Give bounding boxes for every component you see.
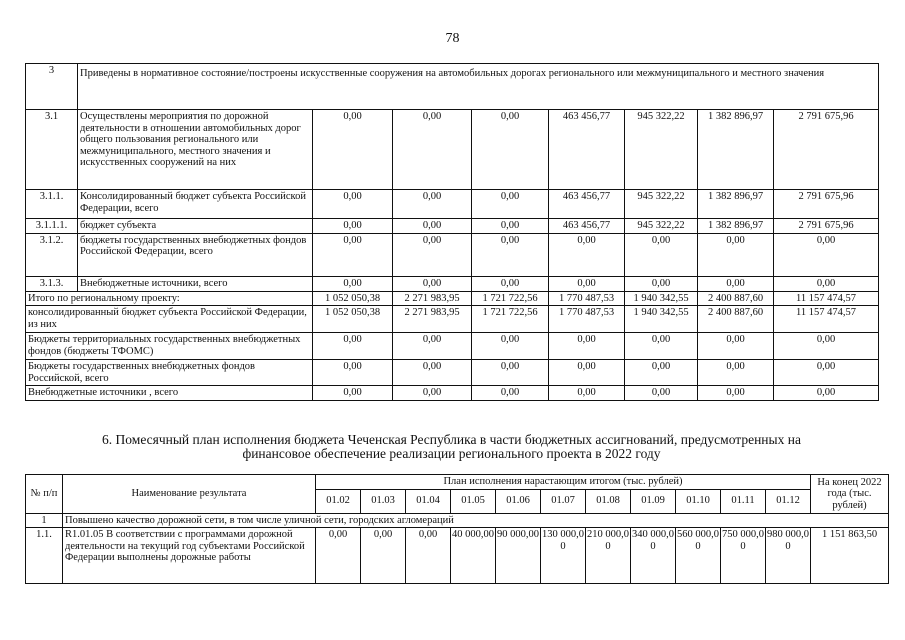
row-index: 3.1.1.1. [26, 219, 78, 234]
value-cell: 0,00 [774, 360, 879, 386]
page-number: 78 [445, 31, 460, 46]
value-cell: 0,00 [313, 333, 393, 360]
total-row [26, 386, 879, 401]
table-header-row [26, 475, 889, 490]
value-cell: 340 000,00 [631, 528, 676, 584]
value-cell: 2 791 675,96 [774, 190, 879, 219]
month-header: 01.10 [676, 489, 721, 513]
month-header: 01.03 [361, 489, 406, 513]
value-cell: 0,00 [472, 190, 549, 219]
value-cell: 0,00 [393, 190, 472, 219]
value-cell: 0,00 [774, 276, 879, 291]
budget-table [25, 63, 879, 401]
total-name: консолидированный бюджет субъекта Российской Федерации, из них [26, 306, 313, 333]
month-header: 01.05 [451, 489, 496, 513]
value-cell: 0,00 [698, 233, 774, 276]
value-cell: 1 382 896,97 [698, 190, 774, 219]
value-cell: 945 322,22 [625, 219, 698, 234]
section-heading-line: финансовое обеспечение реализации регионального проекта в 2022 году [242, 446, 661, 461]
value-cell: 0,00 [625, 386, 698, 401]
value-cell: 0,00 [698, 276, 774, 291]
end-value-cell: 1 151 863,50 [811, 528, 889, 584]
value-cell: 0,00 [549, 233, 625, 276]
value-cell: 0,00 [313, 190, 393, 219]
value-cell: 0,00 [625, 233, 698, 276]
value-cell: 945 322,22 [625, 190, 698, 219]
column-header-plan: План исполнения нарастающим итогом (тыс. рублей) [316, 475, 811, 490]
row-name: Консолидированный бюджет субъекта Российской Федерации, всего [78, 190, 313, 219]
total-name: Внебюджетные источники , всего [26, 386, 313, 401]
value-cell: 0,00 [393, 233, 472, 276]
value-cell: 0,00 [698, 333, 774, 360]
total-name: Бюджеты территориальных государственных внебюджетных фондов (бюджеты ТФОМС) [26, 333, 313, 360]
value-cell: 0,00 [313, 219, 393, 234]
value-cell: 0,00 [774, 233, 879, 276]
value-cell: 0,00 [393, 110, 472, 190]
value-cell: 2 791 675,96 [774, 219, 879, 234]
value-cell: 1 940 342,55 [625, 306, 698, 333]
month-header: 01.08 [586, 489, 631, 513]
value-cell: 0,00 [625, 276, 698, 291]
value-cell: 463 456,77 [549, 190, 625, 219]
value-cell: 0,00 [361, 528, 406, 584]
table-row [26, 233, 879, 276]
value-cell: 0,00 [393, 386, 472, 401]
value-cell: 0,00 [625, 360, 698, 386]
value-cell: 40 000,00 [451, 528, 496, 584]
value-cell: 0,00 [549, 276, 625, 291]
value-cell: 2 271 983,95 [393, 291, 472, 306]
value-cell: 0,00 [549, 386, 625, 401]
row-name: Внебюджетные источники, всего [78, 276, 313, 291]
value-cell: 2 400 887,60 [698, 291, 774, 306]
value-cell: 0,00 [472, 386, 549, 401]
value-cell: 0,00 [393, 219, 472, 234]
value-cell: 945 322,22 [625, 110, 698, 190]
value-cell: 0,00 [472, 219, 549, 234]
column-header-name: Наименование результата [63, 475, 316, 514]
row-name: R1.01.05 В соответствии с программами дорожной деятельности на текущий год субъектами Российской Федерации выполнены дорожные работы [63, 528, 316, 584]
row-name: бюджет субъекта [78, 219, 313, 234]
value-cell: 1 940 342,55 [625, 291, 698, 306]
table-row [26, 190, 879, 219]
row-name: Осуществлены мероприятия по дорожной деятельности в отношении автомобильных дорог общего пользования регионального или межмуниципального, местного значения и искусственных сооружений на них [78, 110, 313, 190]
table-row [26, 219, 879, 234]
value-cell: 11 157 474,57 [774, 291, 879, 306]
value-cell: 0,00 [393, 360, 472, 386]
table-row [26, 528, 889, 584]
value-cell: 0,00 [774, 333, 879, 360]
value-cell: 0,00 [472, 276, 549, 291]
row-index: 3.1.3. [26, 276, 78, 291]
monthly-plan-table [25, 474, 889, 584]
column-header-end: На конец 2022 года (тыс. рублей) [811, 475, 889, 514]
total-name: Бюджеты государственных внебюджетных фондов Российской, всего [26, 360, 313, 386]
month-header: 01.02 [316, 489, 361, 513]
value-cell: 210 000,00 [586, 528, 631, 584]
value-cell: 0,00 [313, 110, 393, 190]
value-cell: 463 456,77 [549, 110, 625, 190]
total-row [26, 360, 879, 386]
value-cell: 2 400 887,60 [698, 306, 774, 333]
column-header-num: № п/п [26, 475, 63, 514]
value-cell: 90 000,00 [496, 528, 541, 584]
row-index: 1.1. [26, 528, 63, 584]
month-header: 01.09 [631, 489, 676, 513]
value-cell: 0,00 [316, 528, 361, 584]
value-cell: 750 000,00 [721, 528, 766, 584]
row-index: 3 [26, 64, 78, 110]
total-row [26, 291, 879, 306]
table-row [26, 64, 879, 110]
value-cell: 0,00 [472, 360, 549, 386]
row-index: 3.1.2. [26, 233, 78, 276]
row-index: 3.1.1. [26, 190, 78, 219]
total-name: Итого по региональному проекту: [26, 291, 313, 306]
value-cell: 0,00 [625, 333, 698, 360]
table-row [26, 110, 879, 190]
value-cell: 0,00 [313, 360, 393, 386]
total-row [26, 306, 879, 333]
value-cell: 11 157 474,57 [774, 306, 879, 333]
month-header: 01.04 [406, 489, 451, 513]
row-index: 1 [26, 513, 63, 528]
value-cell: 2 791 675,96 [774, 110, 879, 190]
value-cell: 1 382 896,97 [698, 219, 774, 234]
value-cell: 1 382 896,97 [698, 110, 774, 190]
value-cell: 0,00 [472, 110, 549, 190]
table-row [26, 513, 889, 528]
month-header: 01.11 [721, 489, 766, 513]
value-cell: 130 000,00 [541, 528, 586, 584]
month-header: 01.06 [496, 489, 541, 513]
month-header: 01.12 [766, 489, 811, 513]
value-cell: 1 770 487,53 [549, 291, 625, 306]
value-cell: 980 000,00 [766, 528, 811, 584]
value-cell: 0,00 [313, 276, 393, 291]
value-cell: 1 770 487,53 [549, 306, 625, 333]
value-cell: 2 271 983,95 [393, 306, 472, 333]
value-cell: 0,00 [774, 386, 879, 401]
total-row [26, 333, 879, 360]
table-row [26, 276, 879, 291]
value-cell: 0,00 [313, 233, 393, 276]
value-cell: 463 456,77 [549, 219, 625, 234]
value-cell: 0,00 [393, 333, 472, 360]
value-cell: 0,00 [549, 333, 625, 360]
value-cell: 0,00 [472, 333, 549, 360]
section-title: Повышено качество дорожной сети, в том числе уличной сети, городских агломераций [63, 513, 889, 528]
row-name: бюджеты государственных внебюджетных фондов Российской Федерации, всего [78, 233, 313, 276]
value-cell: 1 721 722,56 [472, 291, 549, 306]
value-cell: 1 052 050,38 [313, 306, 393, 333]
value-cell: 0,00 [549, 360, 625, 386]
value-cell: 0,00 [313, 386, 393, 401]
value-cell: 0,00 [393, 276, 472, 291]
section-heading-line: 6. Помесячный план исполнения бюджета Чеченская Республика в части бюджетных ассигнований, предусмотренных на [102, 432, 801, 447]
value-cell: 0,00 [406, 528, 451, 584]
value-cell: 560 000,00 [676, 528, 721, 584]
value-cell: 1 052 050,38 [313, 291, 393, 306]
month-header: 01.07 [541, 489, 586, 513]
section-title: Приведены в нормативное состояние/построены искусственные сооружения на автомобильных дорогах регионального или межмуниципального и местного значения [78, 64, 879, 110]
row-index: 3.1 [26, 110, 78, 190]
value-cell: 0,00 [698, 360, 774, 386]
value-cell: 0,00 [698, 386, 774, 401]
section-heading [25, 433, 878, 461]
value-cell: 1 721 722,56 [472, 306, 549, 333]
value-cell: 0,00 [472, 233, 549, 276]
